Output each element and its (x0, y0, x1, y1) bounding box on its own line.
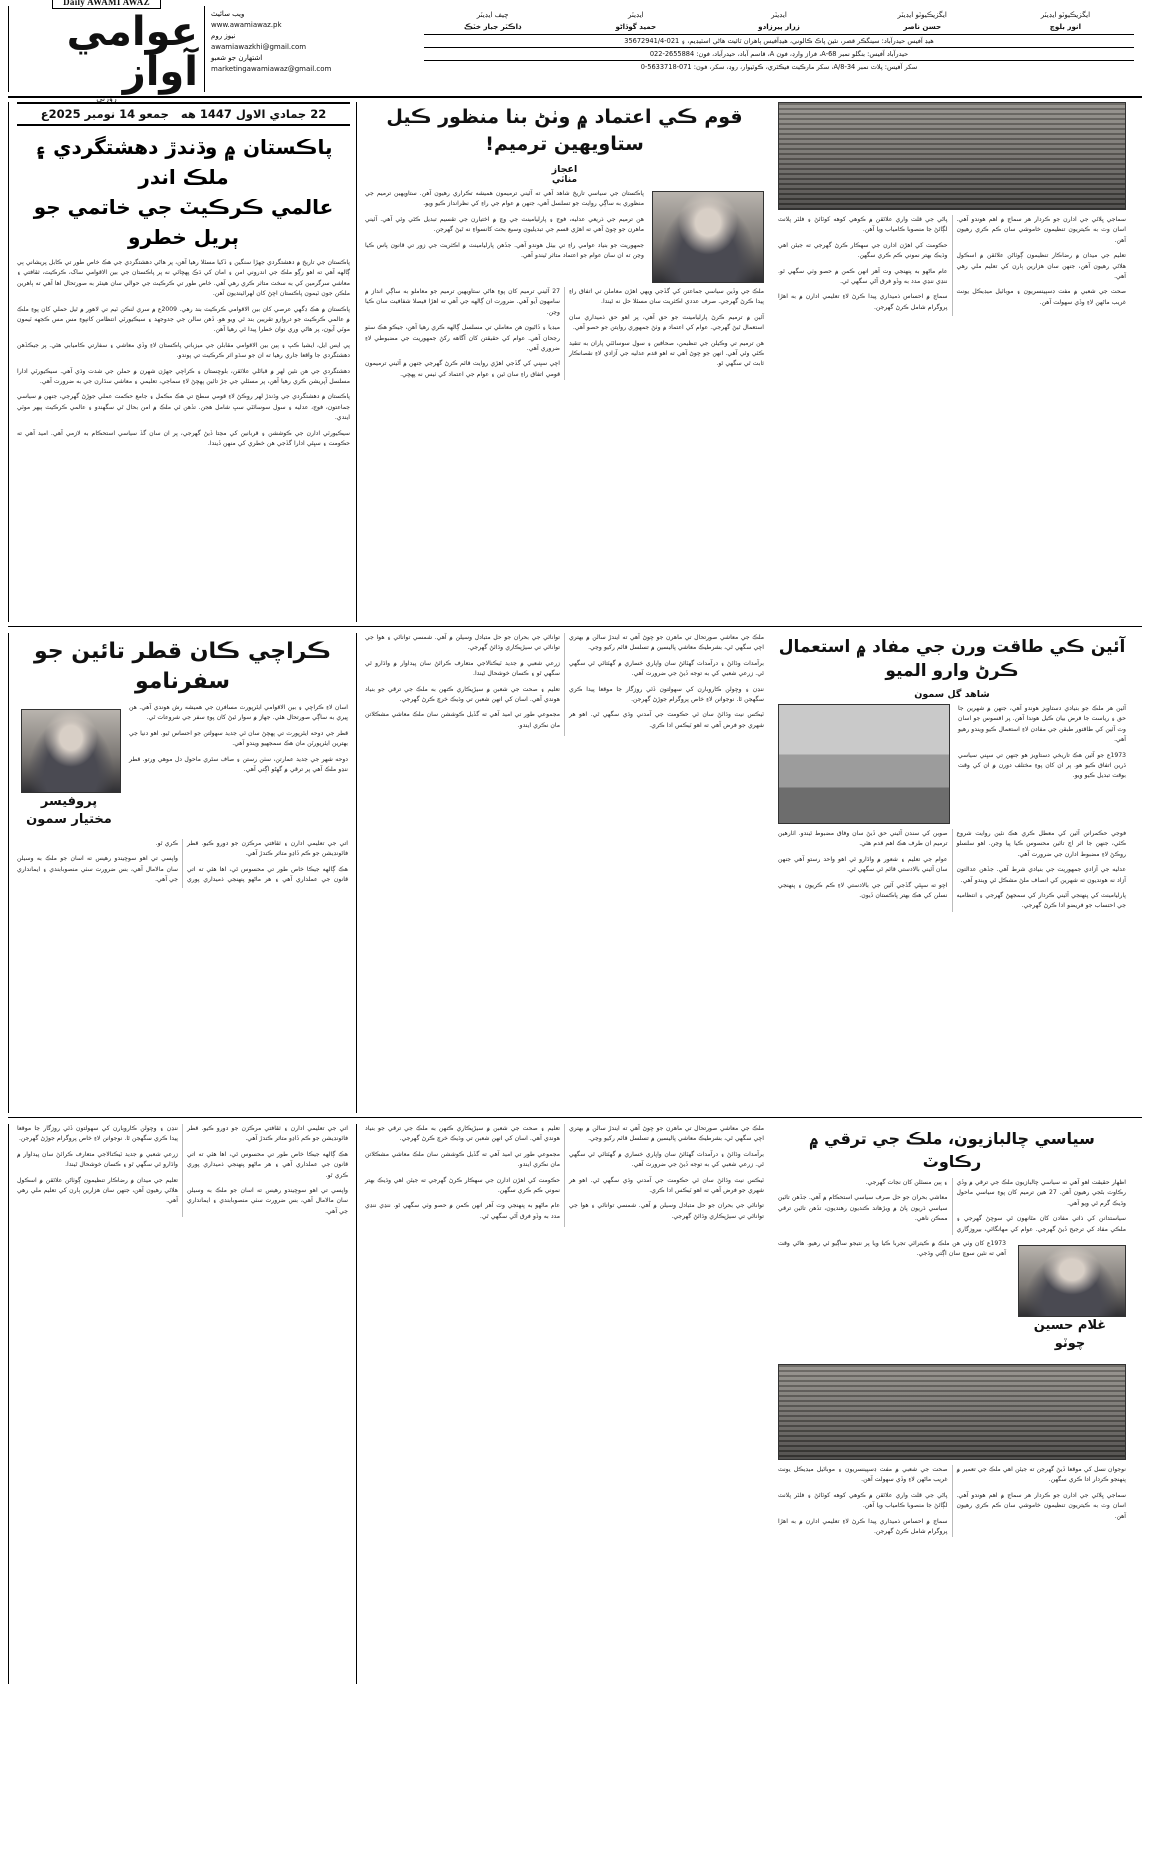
author-photo-ghulam (1018, 1245, 1126, 1317)
newsroom-label: نيوز روم (211, 32, 236, 40)
karachi-para: هڪ ڳالهه جيڪا خاص طور تي محسوس ٿي، اها هئي ته اتي قانون جي عملداري آهي ۽ هر ماڻهو پنهنجي ذميداري پوري ڪري ٿو. (155, 840, 348, 884)
constitution-para: آئين هر ملڪ جو بنيادي دستاويز هوندو آهي، جنهن ۾ شهرين جا حق ۽ رياست جا فرض بيان ڪيل هوندا آهن. پر افسوس جو اسان وٽ آئين کي طاقتور طبقن جي مفادن لاءِ استعمال ڪيو ويندو رهيو آهي. (958, 705, 1126, 744)
misc-para: صحت جي شعبي ۾ مفت ڊسپينسريون ۽ موبائيل ميڊيڪل يونٽ غريب ماڻهن لاءِ وڏي سهولت آهن. (956, 288, 1126, 306)
constitution-byline: شاهد گل سمون (914, 689, 990, 700)
trust-para: جمهوريت جو بنياد عوامي راءِ تي بيٺل هوندو آهي. جڏهن پارليامينٽ ۾ اڪثريت جي زور تي قانون پاس ڪيا وڃن ته ان سان عوام جو اعتماد متاثر ٿيندو آهي. (365, 241, 644, 260)
staff-role: چيف ايڊيٽر (476, 10, 509, 19)
bottom-para: هڪ ڳالهه جيڪا خاص طور تي محسوس ٿي، اها هئي ته اتي قانون جي عملداري آهي ۽ هر ماڻهو پنهنجي ذميداري پوري ڪري ٿو. (187, 1150, 348, 1179)
assembly-photo-2 (778, 1364, 1126, 1460)
lead-para: پاڪستان ۾ هڪ ڊگهي عرصي کان بين الاقوامي ڪرڪيٽ بند رهي. 2009ع ۾ سري لنڪن ٽيم تي لاهور ۾ ٿيل حملي کان پوءِ ملڪ ۾ عالمي ڪرڪيٽ جو دروازو تقريبن بند ٿي ويو هو. ڏهن سالن جي جدوجهد ۽ سيڪيورٽي انتظامن کانپوءِ مس مس ڪجهه ٽيمون موٽي آيون، پر هاڻي وري نوان خطرا پيدا ٿي رهيا آهن. (17, 305, 350, 334)
political-para: سماج ۾ احساس ذميداري پيدا ڪرڻ لاءِ تعليمي ادارن ۾ به اهڙا پروگرام شامل ڪرڻ گهرجن. (778, 1517, 948, 1536)
staff-exec-editor-1 (854, 9, 991, 33)
economy-para: ملڪ جي معاشي صورتحال تي ماهرن جو چوڻ آهي ته ايندڙ سالن ۾ بهتري اچي سگهي ٿي، بشرطيڪ معاشي پاليسين ۾ تسلسل قائم رکيو وڃي. (569, 634, 764, 652)
constitution-para: عدليه جي آزادي جمهوريت جي بنيادي شرط آهي. جڏهن عدالتون آزاد نه هونديون ته شهرين کي انصاف ملڻ مشڪل ٿي ويندو آهي. (956, 866, 1126, 884)
bottom-para: تعليم ۽ صحت جي شعبن ۾ سيڙپڪاري ڪنهن به ملڪ جي ترقي جو بنياد هوندي آهي. اسان کي انهن شعبن تي وڌيڪ خرچ ڪرڻ گهرجي. (365, 1125, 560, 1143)
newsroom-email[interactable]: awamiawazkhi@gmail.com (211, 43, 307, 51)
bottom-para: زرعي شعبي ۾ جديد ٽيڪنالاجي متعارف ڪرائڻ سان پيداوار ۾ واڌارو ٿي سگهي ٿو ۽ ڪسان خوشحال ٿيندا. (17, 1150, 178, 1169)
bottom-middle-body (365, 1124, 764, 1227)
lead-column (8, 102, 356, 622)
constitution-para: صوبن کي سندن آئيني حق ڏيڻ سان وفاق مضبوط ٿيندو. اٺارهين ترميم ان طرف هڪ اهم قدم هئي. (778, 830, 948, 848)
karachi-body-main (17, 839, 348, 888)
lead-para: پاڪستان جي تاريخ ۾ دهشتگردي جهڙا سنگين ۽ ڏکيا مسئلا رهيا آهن، پر هاڻي دهشتگردي جي هڪ خاص طور تي ڪابل پريشاني ٻي ڳالهه آهي ته اهو رڳو ملڪ جي اندروني امن ۽ امان کي ڌڪ پهچائي نه پر پاڪستان جي بين الاقوامي ساک، ڪرڪيٽ، ثقافتي ۽ معاشي سرگرمين کي به سخت متاثر ڪري رهي آهي. خاص طور تي ڪرڪيٽ جي حوالي سان هينئر به صورتحال اها آهي ته ٻاهرين ملڪن جون ٽيمون پاڪستان اچڻ کان لهرائينديون آهن. (16, 259, 350, 298)
trust-article-byline (365, 164, 764, 185)
bottom-para: تعليم جي ميدان ۾ رضاڪار تنظيمون ڳوٺاڻن علائقن ۾ اسڪول هلائي رهيون آهن، جنهن سان هزارين ٻارن کي تعليم ملي رهي آهي. (17, 1176, 178, 1205)
economy-para: برآمدات وڌائڻ ۽ درآمدات گهٽائڻ سان واپاري خساري ۾ گهٽتائي ٿي سگهي ٿي. زرعي شعبي کي به توجه ڏيڻ جي ضرورت آهي. (569, 659, 764, 678)
masthead-roznama: روزني (96, 94, 117, 103)
lead-para: دهشتگردي جي هن نئين لهر ۾ قبائلي علائقن، بلوچستان ۽ ڪراچي جهڙن شهرن ۾ حملن جي شدت وڌي آهي. سيڪيورٽي ادارا مسلسل آپريشن ڪري رهيا آهن، پر مسئلي جي جڙ تائين پهچڻ لاءِ سماجي، تعليمي ۽ معاشي سڌارن جي به ضرورت آهي. (17, 367, 350, 386)
karachi-para: قطر جي دوحه ايئرپورٽ تي پهچڻ سان ئي جديد سهولتن جو احساس ٿيو. اهو دنيا جي بهترين ايئرپورٽن مان هڪ سمجهيو ويندو آهي. (129, 729, 348, 748)
masthead-contact (204, 6, 416, 92)
trust-para: ملڪ جي وڏين سياسي جماعتن کي گڏجي ويهي اهڙن معاملن تي اتفاق راءِ پيدا ڪرڻ گهرجي. صرف عددي اڪثريت سان مسئلا حل نه ٿيندا. (569, 288, 764, 306)
staff-role: ايگزيڪيوٽو ايڊيٽر (897, 10, 947, 19)
ads-label: اشتهارن جو شعبو (211, 54, 263, 62)
economy-column (356, 633, 772, 1113)
bottom-para: ٽيڪس نيٽ وڌائڻ سان ئي حڪومت جي آمدني وڌي سگهي ٿي. اهو هر شهري جو فرض آهي ته اهو ٽيڪس ادا ڪري. (569, 1176, 764, 1195)
website-value[interactable]: www.awamiawaz.pk (211, 21, 282, 29)
misc-para: سماج ۾ احساس ذميداري پيدا ڪرڻ لاءِ تعليمي ادارن ۾ به اهڙا پروگرام شامل ڪرڻ گهرجن. (778, 293, 948, 311)
lead-para: پاڪستان ۾ دهشتگردي جي وڌندڙ لهر روڪڻ لاءِ قومي سطح تي هڪ مڪمل ۽ جامع حڪمت عملي جوڙڻ گهرجي، جنهن ۾ سياسي جماعتون، فوج، عدليه ۽ سول سوسائٽي سڀ شامل هجن. تڏهن ئي ملڪ ۾ امن بحال ٿي سگهندو ۽ عالمي ڪرڪيٽ ٻيهر موٽي ايندي. (17, 393, 350, 422)
date-hijri: 22 جمادي الاول 1447 هه (180, 107, 327, 121)
divider (8, 626, 1142, 627)
political-para: نوجوان نسل کي موقعا ڏيڻ گهرجن ته جيئن اهي ملڪ جي تعمير ۾ پنهنجو ڪردار ادا ڪري سگهن. (956, 1466, 1126, 1484)
bottom-band (8, 1124, 1142, 1684)
karachi-column (8, 633, 356, 1113)
lead-body (17, 258, 350, 450)
lead-para: سيڪيورٽي ادارن جي ڪوششن ۽ قربانين کي مڃتا ڏيڻ گهرجي، پر ان سان گڏ سياسي استحڪام به لازمي آهي. اميد آهي ته حڪومت ۽ سڀئي ادارا گڏجي هن خطري کي منهن ڏيندا. (17, 429, 350, 448)
trust-para: اچي سڀني کي گڏجي اهڙي روايت قائم ڪرڻ گهرجي جنهن ۾ آئيني ترميمون قومي اتفاق راءِ سان ٿين ۽ عوام جي اعتماد کي ٺيس نه پهچي. (365, 360, 560, 378)
misc-para: تعليم جي ميدان ۾ رضاڪار تنظيمون ڳوٺاڻن علائقن ۾ اسڪول هلائي رهيون آهن، جنهن سان هزارين ٻارن کي تعليم ملي رهي آهي. (956, 252, 1126, 281)
trust-para: هن ترميم جي ذريعي عدليه، فوج ۽ پارليامينٽ جي وچ ۾ اختيارن جي تقسيم تبديل ڪئي وئي آهي. آئيني ماهرن جو چوڻ آهي ته اهڙي قسم جي تبديليون وسيع بحث کانسواءِ نه ٿيڻ گهرجن. (365, 215, 644, 234)
bottom-right-column (8, 1124, 356, 1684)
staff-role: ايڊيٽر (771, 10, 787, 19)
trust-article-headline: قوم ڪي اعتماد ۾ وٺڻ بنا منظور ڪيل ستاويهين ترميم! (386, 106, 743, 155)
trust-article-column (356, 102, 772, 622)
political-writer-subname: چوٽو (1054, 1336, 1086, 1352)
staff-name: حميد گوڏاڻو (615, 22, 657, 31)
bottom-para: ملڪ جي معاشي صورتحال تي ماهرن جو چوڻ آهي ته ايندڙ سالن ۾ بهتري اچي سگهي ٿي، بشرطيڪ معاشي پاليسين ۾ تسلسل قائم رکيو وڃي. (569, 1125, 764, 1143)
middle-band (8, 633, 1142, 1113)
trust-para: ميڊيا ۽ ڏاڻيون هن معاملي تي مسلسل ڳالهه ڪري رهيا آهن، جيڪو هڪ سٺو رجحان آهي. عوام کي حقيقتن کان آگاهه رکڻ جمهوريت جي مضبوطي لاءِ ضروري آهي. (365, 324, 560, 353)
staff-chief-editor (424, 9, 561, 33)
masthead-logo-urdu: عوامي آواز (66, 9, 198, 95)
constitution-body-main (778, 829, 1126, 912)
constitution-headline: آئين ڪي طاقت ورن جي مفاد ۾ استعمال ڪرڻ وارو الميو (778, 637, 1126, 681)
misc-para: پاڻي جي قلت واري علائقن ۾ ڪوهي کوهه کوٽائڻ ۽ فلٽر پلانٽ لڳائڻ جا منصوبا ڪامياب ويا آهن. (778, 216, 948, 234)
staff-role: ايگزيڪيوٽو ايڊيٽر (1040, 10, 1091, 19)
karachi-para: اسان لاءِ ڪراچي ۽ بين الاقوامي ايئرپورٽ مسافرن جي هميشه رش هوندي آهي. هن ڀيري به ساڳي صورتحال هئي. جهاز ۾ سوار ٿيڻ کان پوءِ سفر جي شروعات ٿي. (129, 704, 348, 722)
lead-headline (17, 132, 350, 252)
staff-editor-1 (567, 9, 704, 33)
masthead (8, 0, 1142, 103)
political-body-mid (778, 1239, 1006, 1265)
constitution-para: فوجي حڪمرانن آئين کي معطل ڪري هڪ نئين روايت شروع ڪئي، جنهن جا اثر اڄ تائين محسوس ڪيا پيا وڃن. اهو سلسلو روڪڻ لاءِ مضبوط ادارن جي ضرورت آهي. (956, 830, 1126, 858)
political-writer-name: غلام حسين (1033, 1318, 1107, 1334)
misc-para: عام ماڻهو به پنهنجي وت آهر انهن ڪمن ۾ حصو وٺي سگهي ٿو. ننڍي ننڍي مدد به وڏو فرق آڻي سگهي ٿي. (778, 267, 948, 286)
assembly-photo (778, 102, 1126, 210)
staff-name: حسن ناصر (903, 22, 942, 31)
staff-editor-2 (710, 9, 847, 33)
staff-role: ايڊيٽر (627, 10, 644, 19)
political-body-bottom (778, 1465, 1126, 1537)
political-para: اظهار حقيقت اهو آهي ته سياسي چالبازيون ملڪ جي ترقي ۾ وڏي رڪاوٽ بڻجي رهيون آهن. 27 هين ترميم کان پوءِ سياسي ماحول وڌيڪ گرم ٿي ويو آهي. (956, 1179, 1127, 1207)
byline-subname: مناٽي (551, 175, 578, 185)
writer-name-line2: مختيار سمون (26, 812, 112, 827)
economy-para: مجموعي طور تي اميد آهي ته گڏيل ڪوششن سان ملڪ معاشي مشڪلاتن مان نڪري ايندو. (365, 711, 560, 729)
date-gregorian: جمعو 14 نومبر 2025ع (40, 107, 169, 121)
economy-para: توانائي جي بحران جو حل متبادل وسيلن ۾ آهي. شمسي توانائي ۽ هوا جي توانائي تي سيڙپڪاري وڌائڻ گهرجي. (365, 634, 560, 652)
karachi-para: واپسي تي اهو سوچيندو رهيس ته اسان جو ملڪ به وسيلن سان مالامال آهي، بس ضرورت سٺي منصوبابندي ۽ ايمانداري جي آهي. (17, 855, 178, 884)
karachi-para: دوحه شهر جي جديد عمارتن، سٺن رستن ۽ صاف سٿري ماحول دل موهي ورتو. قطر ننڍو ملڪ آهي پر ترقي ۾ گهڻو اڳتي آهي. (129, 755, 348, 774)
bottom-para: عام ماڻهو به پنهنجي وت آهر انهن ڪمن ۾ حصو وٺي سگهي ٿو. ننڍي ننڍي مدد به وڏو فرق آڻي سگهي ٿي. (365, 1202, 560, 1220)
trust-para: 27 آئيني ترميم کان پوءِ هاڻي ستاويهين ترميم جو معاملو به ساڳي انداز ۾ سامهون آيو آهي. ضرورت ان ڳالهه جي آهي ته اهڙا فيصلا شفافيت سان ڪيا وڃن. (365, 288, 560, 316)
political-para: سماجي ڀلائي جي ادارن جو ڪردار هر سماج ۾ اهم هوندو آهي. اسان وٽ به ڪيتريون تنظيمون خاموشي سان ڪم ڪري رهيون آهن. (956, 1491, 1126, 1520)
karachi-headline: ڪراچي ڪان قطر تائين جو سفرنامو (34, 639, 331, 694)
staff-name: انور بلوچ (1049, 22, 1082, 31)
karachi-body-top (129, 703, 348, 780)
lead-para: پي ايس ايل، ايشيا ڪپ ۽ ٻين بين الاقوامي مقابلن جي ميزباني پاڪستان لاءِ وڏي معاشي ۽ سفارتي ڪاميابي هئي. پر جيڪڏهن دهشتگردي جا واقعا جاري رهيا ته ان جو سڌو اثر ڪرڪيٽ تي پوندو. (17, 341, 350, 360)
supreme-court-photo (778, 704, 950, 824)
trust-body-top (365, 189, 644, 266)
political-writer-block (1014, 1245, 1126, 1353)
left-top-column (772, 102, 1132, 622)
writer-name-line1: پروفيسر (40, 794, 98, 809)
political-para: سياستدانن کي ذاتي مفادن کان مٿانهون ٿي سوچڻ گهرجي ۽ ملڪي مفاد کي ترجيح ڏيڻ گهرجي. عوام کي مهانگائي، بيروزگاري ۽ ٻين مسئلن کان نجات گهرجي. (865, 1179, 1126, 1233)
constitution-para: عوام جي تعليم ۽ شعور ۾ واڌارو ئي اهو واحد رستو آهي جنهن سان آئيني بالادستي قائم ٿي سگهي ٿي. (778, 855, 948, 874)
staff-name: زرار پيرزادو (758, 22, 800, 31)
political-body-top (778, 1178, 1126, 1235)
economy-body (365, 633, 764, 736)
constitution-para: پارليامينٽ کي پنهنجي آئيني ڪردار کي سمجهڻ گهرجي ۽ انتظاميه جي احتساب جو فريضو ادا ڪرڻ گهرجي. (956, 892, 1126, 910)
bottom-para: اتي جي تعليمي ادارن ۽ ثقافتي مرڪزن جو دورو ڪيو. قطر فائونڊيشن جو ڪم ڏاڍو متاثر ڪندڙ آهي. (187, 1125, 348, 1143)
economy-para: زرعي شعبي ۾ جديد ٽيڪنالاجي متعارف ڪرائڻ سان پيداوار ۾ واڌارو ٿي سگهي ٿو ۽ ڪسان خوشحال ٿيندا. (365, 659, 560, 678)
byline-name: اعجاز (551, 164, 578, 175)
karachi-para: اتي جي تعليمي ادارن ۽ ثقافتي مرڪزن جو دورو ڪيو. قطر فائونڊيشن جو ڪم ڏاڍو متاثر ڪندڙ آهي. (187, 840, 348, 858)
masthead-address-3: سکر آفيس: پلاٽ نمبر A/8-34، سکر مارڪيٽ فيڪٽري، ڪوٽيوار، روڊ، سکر، فون: 071-5633718-0 (424, 60, 1134, 73)
karachi-writer-block (17, 709, 121, 829)
left-top-body (778, 215, 1126, 316)
trust-para: هن ترميم تي وڪيلن جي تنظيمن، صحافين ۽ سول سوسائٽي پاران به تنقيد ڪئي وئي آهي. انهن جو چوڻ آهي ته اهو قدم عدليه جي آزادي لاءِ نقصانڪار ثابت ٿي سگهي ٿو. (569, 339, 764, 368)
masthead-logo (8, 0, 204, 103)
political-headline: سياسي چالبازيون، ملڪ جي ترقي ۾ رڪاوٽ (809, 1129, 1095, 1171)
divider (8, 1117, 1142, 1118)
date-bar (17, 102, 350, 126)
lead-headline-line2: عالمي ڪرڪيٽ جي خاتمي جو ٻريل خطرو (33, 195, 334, 249)
misc-para: حڪومت کي اهڙن ادارن جي سهڪار ڪرڻ گهرجي ته جيئن اهي وڌيڪ بهتر نموني ڪم ڪري سگهن. (778, 241, 948, 260)
masthead-address-2: حيدرآباد آفيس: بنگلو نمبر 68-A، فراز وارڊ، فون A، قاسم آباد، حيدرآباد، فون: 2655884-022 (424, 47, 1134, 60)
masthead-logo-english: Daily AWAMI AWAZ (52, 0, 161, 9)
masthead-staff (416, 6, 1142, 92)
bottom-para: حڪومت کي اهڙن ادارن جي سهڪار ڪرڻ گهرجي ته جيئن اهي وڌيڪ بهتر نموني ڪم ڪري سگهن. (365, 1176, 560, 1195)
lead-headline-line1: پاڪستان ۾ وڌندڙ دهشتگردي ۽ ملڪ اندر (34, 135, 333, 189)
trust-body-main (365, 287, 764, 380)
bottom-para: ننڍن ۽ وچولن ڪاروبارن کي سهولتون ڏئي روزگار جا موقعا پيدا ڪري سگهجن ٿا. نوجوانن لاءِ خاص پروگرام جوڙڻ گهرجن. (17, 1125, 178, 1143)
bottom-right-body (17, 1124, 348, 1217)
constitution-column (772, 633, 1132, 1113)
bottom-para: واپسي تي اهو سوچيندو رهيس ته اسان جو ملڪ به وسيلن سان مالامال آهي، بس ضرورت سٺي منصوبابندي ۽ ايمانداري جي آهي. (187, 1187, 348, 1215)
political-para: معاشي بحران جو حل صرف سياسي استحڪام ۾ آهي. جڏهن تائين سياسي ڌريون پاڻ ۾ ويڙهاند ڪنديون رهنديون، تڏهن تائين ترقي ممڪن ناهي. (778, 1194, 948, 1223)
bottom-para: مجموعي طور تي اميد آهي ته گڏيل ڪوششن سان ملڪ معاشي مشڪلاتن مان نڪري ايندو. (365, 1150, 560, 1169)
economy-para: ٽيڪس نيٽ وڌائڻ سان ئي حڪومت جي آمدني وڌي سگهي ٿي. اهو هر شهري جو فرض آهي ته اهو ٽيڪس ادا ڪري. (569, 711, 764, 729)
economy-para: تعليم ۽ صحت جي شعبن ۾ سيڙپڪاري ڪنهن به ملڪ جي ترقي جو بنياد هوندي آهي. اسان کي انهن شعبن تي وڌيڪ خرچ ڪرڻ گهرجي. (365, 685, 560, 704)
trust-para: پاڪستان جي سياسي تاريخ شاهد آهي ته آئيني ترميمون هميشه تڪراري رهيون آهن. ستاويهين ترميم جي منظوري به ساڳي روايت جو تسلسل آهي، جنهن ۾ عوام جي راءِ کي نظرانداز ڪيو ويو. (365, 190, 644, 208)
staff-name: ڊاڪٽر جبار خٽڪ (463, 22, 522, 31)
bottom-para: برآمدات وڌائڻ ۽ درآمدات گهٽائڻ سان واپاري خساري ۾ گهٽتائي ٿي سگهي ٿي. زرعي شعبي کي به توجه ڏيڻ جي ضرورت آهي. (569, 1150, 764, 1169)
political-para: صحت جي شعبي ۾ مفت ڊسپينسريون ۽ موبائيل ميڊيڪل يونٽ غريب ماڻهن لاءِ وڏي سهولت آهن. (778, 1466, 948, 1484)
misc-para: سماجي ڀلائي جي ادارن جو ڪردار هر سماج ۾ اهم هوندو آهي. اسان وٽ به ڪيتريون تنظيمون خاموشي سان ڪم ڪري رهيون آهن. (956, 216, 1126, 244)
staff-exec-editor-2 (997, 9, 1134, 33)
bottom-middle-column (356, 1124, 772, 1684)
masthead-address-1: هيڊ آفيس حيدرآباد: سينگڪر قصر، نئين پاڪ ڪالوني، هيڊآفيس ٻاهران ٽائيٽ هاڻي اسٽيڊيم، ۽ 021-35672941/4 (624, 37, 934, 45)
author-photo-mukhtiar (21, 709, 121, 793)
political-para: پاڻي جي قلت واري علائقن ۾ ڪوهي کوهه کوٽائڻ ۽ فلٽر پلانٽ لڳائڻ جا منصوبا ڪامياب ويا آهن. (778, 1491, 948, 1510)
top-band (8, 102, 1142, 622)
economy-para: ننڍن ۽ وچولن ڪاروبارن کي سهولتون ڏئي روزگار جا موقعا پيدا ڪري سگهجن ٿا. نوجوانن لاءِ خاص پروگرام جوڙڻ گهرجن. (569, 685, 764, 704)
constitution-para: اچو ته سڀئي گڏجي آئين جي بالادستي لاءِ ڪم ڪريون ۽ پنهنجي نسلن کي هڪ بهتر پاڪستان ڏيون. (778, 881, 948, 900)
constitution-para: 1973ع جو آئين هڪ تاريخي دستاويز هو جنهن تي سڀني سياسي ڌرين اتفاق ڪيو هو. پر ان کان پوءِ مختلف دورن ۾ ان کي وقت بوقت تبديل ڪيو ويو. (958, 751, 1126, 780)
political-column (772, 1124, 1132, 1684)
bottom-para: توانائي جي بحران جو حل متبادل وسيلن ۾ آهي. شمسي توانائي ۽ هوا جي توانائي تي سيڙپڪاري وڌائڻ گهرجي. (569, 1202, 764, 1220)
website-label: ويب سائيٽ (211, 10, 245, 18)
trust-para: آئين ۾ ترميم ڪرڻ پارليامينٽ جو حق آهي، پر اهو حق ذميداري سان استعمال ٿيڻ گهرجي. عوام کي اعتماد ۾ وٺڻ جمهوري روايتن جو حصو آهي. (569, 313, 764, 332)
political-para: 1973ع کان وٺي هن ملڪ ۾ ڪيترائي تجربا ڪيا ويا پر نتيجو ساڳيو ئي رهيو. هاڻي وقت آهي ته نئين سوچ سان اڳتي وڌجي. (778, 1240, 1006, 1258)
staff-row (424, 8, 1134, 35)
ads-email[interactable]: marketingawamiawaz@gmail.com (211, 65, 332, 73)
constitution-body-top (958, 704, 1126, 787)
author-photo-ijaz (652, 191, 764, 283)
